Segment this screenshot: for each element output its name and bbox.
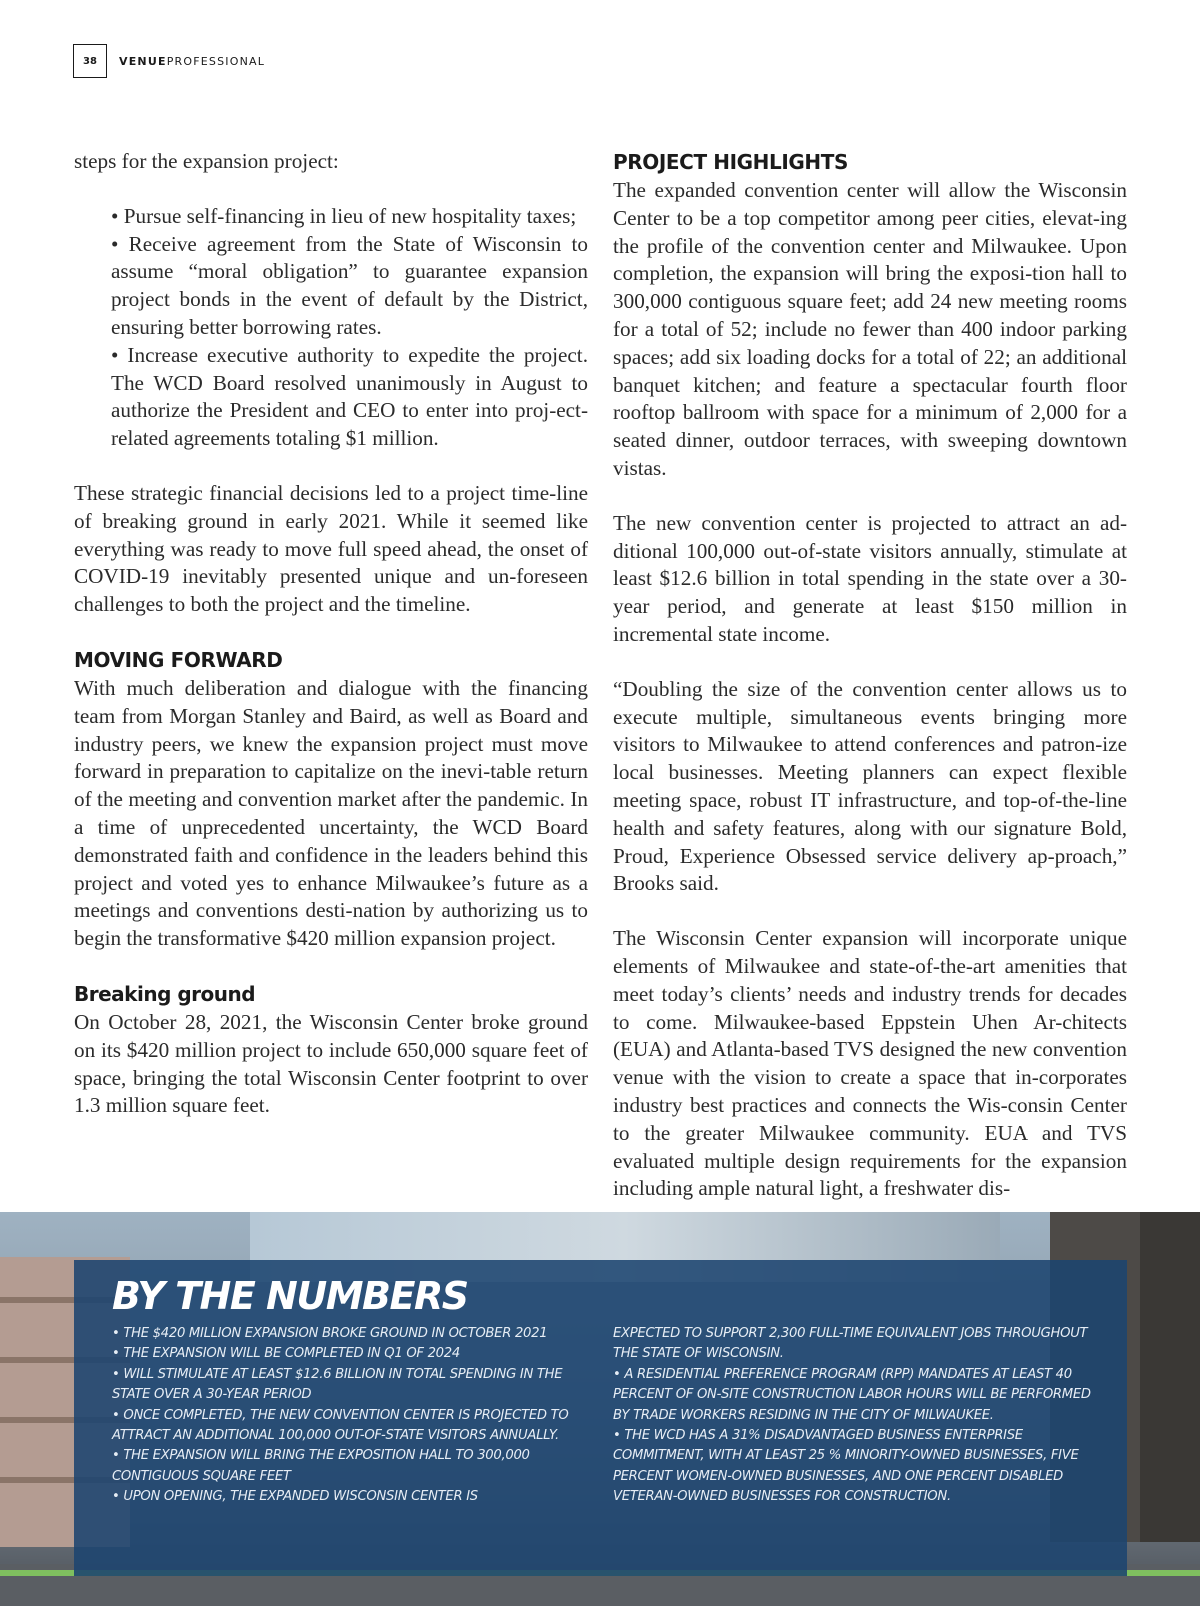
intro-text: steps for the expansion project: — [74, 149, 339, 173]
numbers-right-column — [613, 1324, 1095, 1508]
incorporate-paragraph: The Wisconsin Center expansion will incorporate unique elements of Milwaukee and state-of-the-art amenities that meet today’s clients’ needs and industry trends for decades to come. Milwaukee-based Eppstein Uhen Ar-chitects (EUA) and Atlanta-based TVS designed the new convention venue with the vision to create a space that in-corporates industry best practices and connects the Wis-consin Center to the greater Milwaukee community. EUA and TVS evaluated multiple design requirements for the expansion including ample natural light, a freshwater dis- — [613, 926, 1127, 1201]
list-item: • THE WCD HAS A 31% DISADVANTAGED BUSINESS ENTERPRISE COMMITMENT, WITH AT LEAST 25 % MINORITY-OWNED BUSINESSES, FIVE PERCENT WOMEN-OWNED BUSINESSES, AND ONE PERCENT DISABLED VETERAN-OWNED BUSINESSES FOR CONSTRUCTION. — [613, 1428, 1079, 1505]
list-item: • ONCE COMPLETED, THE NEW CONVENTION CENTER IS PROJECTED TO ATTRACT AN ADDITIONAL 100,000 OUT-OF-STATE VISITORS ANNUALLY. — [112, 1407, 569, 1444]
brand-rest: PROFESSIONAL — [166, 54, 266, 68]
brand-bold: VENUE — [119, 54, 167, 68]
page-number: 38 — [73, 44, 107, 78]
magazine-brand — [119, 55, 265, 68]
moving-forward-paragraph: With much deliberation and dialogue with the financing team from Morgan Stanley and Baird, as well as Board and industry peers, we knew the expansion project must move forward in preparation to capitalize on the inevi-table return of the meeting and convention market after the pandemic. In a time of unprecedented uncertainty, the WCD Board demonstrated faith and confidence in the leaders behind this project and voted yes to enhance Milwaukee’s future as a meetings and conventions desti-nation by authorizing us to begin the transformative $420 million expansion project. — [74, 675, 588, 951]
expansion-steps-list — [111, 203, 588, 453]
strategic-paragraph: These strategic financial decisions led to a project time-line of breaking ground in early 2021. While it seemed like everything was ready to move full speed ahead, the onset of COVID-19 inevitably presented unique and un-foreseen challenges to both the project and the timeline. — [74, 480, 588, 617]
page-header — [73, 43, 265, 79]
list-item: • THE EXPANSION WILL BE COMPLETED IN Q1 OF 2024 — [112, 1346, 460, 1362]
projected-paragraph: The new convention center is projected to attract an ad-ditional 100,000 out-of-state visitors annually, stimulate at least $12.6 billion in total spending in the state over a 30-year period, and generate at least $150 million in incremental state income. — [613, 510, 1127, 646]
photo-building-far-right — [1140, 1212, 1200, 1542]
list-item: • UPON OPENING, THE EXPANDED WISCONSIN CENTER IS — [112, 1489, 478, 1505]
list-item: • THE $420 MILLION EXPANSION BROKE GROUND IN OCTOBER 2021 — [112, 1326, 548, 1341]
list-item: • WILL STIMULATE AT LEAST $12.6 BILLION IN TOTAL SPENDING IN THE STATE OVER A 30-YEAR PERIOD — [112, 1366, 563, 1403]
list-item: • A RESIDENTIAL PREFERENCE PROGRAM (RPP) MANDATES AT LEAST 40 PERCENT OF ON-SITE CONSTRUCTION LABOR HOURS WILL BE PERFORMED BY TRADE WORKERS RESIDING IN THE CITY OF MILWAUKEE. — [613, 1366, 1091, 1423]
by-the-numbers-title: BY THE NUMBERS — [112, 1274, 468, 1318]
list-item: • Pursue self-financing in lieu of new hospitality taxes; — [111, 203, 577, 228]
breaking-ground-paragraph: On October 28, 2021, the Wisconsin Center broke ground on its $420 million project to include 650,000 square feet of space, bringing the total Wisconsin Center footprint to over 1.3 million square feet. — [74, 1009, 588, 1118]
quote-paragraph: “Doubling the size of the convention center allows us to execute multiple, simultaneous events bringing more visitors to Milwaukee to attend conferences and patron-ize local businesses. Meeting planners can expect flexible meeting space, robust IT infrastructure, and top-of-the-line health and safety features, along with our signature Bold, Proud, Experience Obsessed service delivery ap-proach,” Brooks said. — [613, 676, 1127, 896]
by-the-numbers-box — [74, 1260, 1127, 1576]
breaking-ground-heading: Breaking ground — [74, 981, 256, 1006]
highlights-paragraph: The expanded convention center will allow the Wisconsin Center to be a top competitor among peer cities, elevat-ing the profile of the convention center and Milwaukee. Upon completion, the expansion will bring the exposi-tion hall to 300,000 contiguous square feet; add 24 new meeting rooms for a total of 52; include no fewer than 400 indoor parking spaces; add six loading docks for a total of 22; an additional banquet kitchen; and feature a spectacular fourth floor rooftop ballroom with space for a minimum of 2,000 for a seated dinner, outdoor terraces, with sweeping downtown vistas. — [613, 178, 1127, 480]
list-item: EXPECTED TO SUPPORT 2,300 FULL-TIME EQUIVALENT JOBS THROUGHOUT THE STATE OF WISCONSIN. — [613, 1326, 1088, 1362]
numbers-left-column — [112, 1324, 594, 1508]
list-item: • Increase executive authority to expedite the project. The WCD Board resolved unanimously in August to authorize the President and CEO to enter into proj-ect-related agreements totaling $1 million. — [111, 342, 588, 451]
project-highlights-heading: PROJECT HIGHLIGHTS — [613, 150, 848, 174]
list-item: • Receive agreement from the State of Wisconsin to assume “moral obligation” to guarantee expansion project bonds in the event of default by the District, ensuring better borrowing rates. — [111, 231, 588, 339]
right-column — [613, 148, 1127, 1203]
left-column — [74, 148, 588, 1120]
list-item: • THE EXPANSION WILL BRING THE EXPOSITION HALL TO 300,000 CONTIGUOUS SQUARE FEET — [112, 1448, 530, 1484]
moving-forward-heading: MOVING FORWARD — [74, 647, 283, 672]
